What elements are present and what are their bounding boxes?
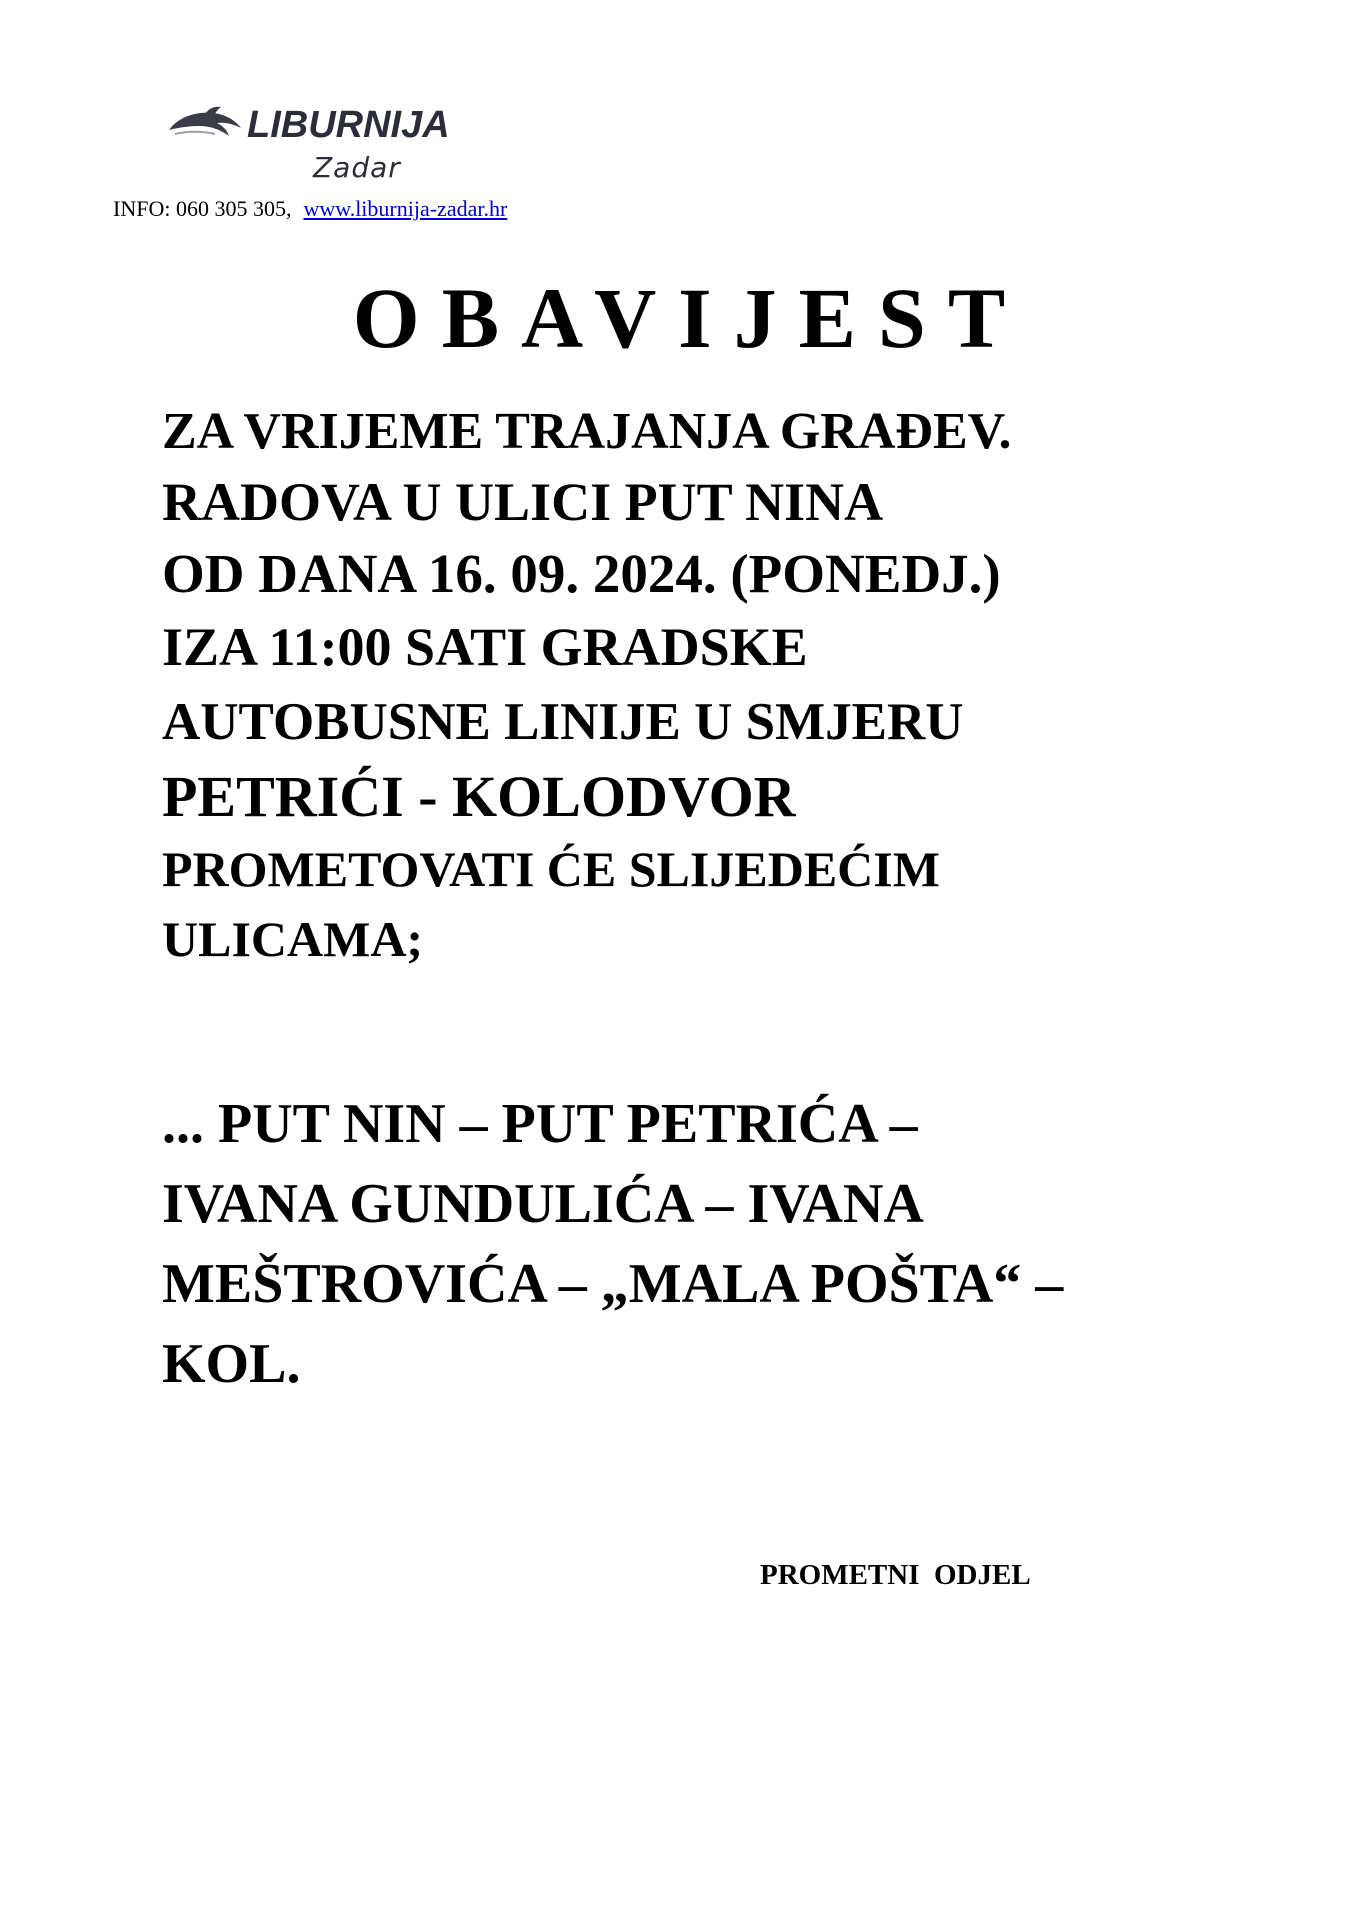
route-line: KOL.	[162, 1333, 301, 1395]
notice-line: RADOVA U ULICI PUT NINA	[162, 472, 884, 532]
notice-line: PETRIĆI - KOLODVOR	[162, 764, 796, 829]
contact-info	[113, 196, 507, 222]
info-phone: INFO: 060 305 305,	[113, 196, 292, 221]
website-link[interactable]: www.liburnija-zadar.hr	[303, 196, 508, 221]
route-line: ... PUT NIN – PUT PETRIĆA –	[162, 1093, 918, 1155]
notice-line: ULICAMA;	[162, 911, 424, 967]
logo-city: Zadar	[313, 151, 401, 184]
notice-line: AUTOBUSNE LINIJE U SMJERU	[162, 693, 964, 751]
route-line: IVANA GUNDULIĆA – IVANA	[162, 1173, 924, 1235]
notice-line: OD DANA 16. 09. 2024. (PONEDJ.)	[162, 543, 1001, 604]
notice-line: PROMETOVATI ĆE SLIJEDEĆIM	[162, 841, 940, 897]
signature-department: PROMETNI ODJEL	[760, 1559, 1031, 1591]
notice-line: IZA 11:00 SATI GRADSKE	[162, 617, 808, 677]
notice-body	[162, 398, 1262, 974]
logo-name: LIBURNIJA	[247, 104, 450, 146]
dolphin-logo-icon	[165, 104, 245, 144]
notice-title: OBAVIJEST	[352, 270, 1028, 366]
notice-line: ZA VRIJEME TRAJANJA GRAĐEV.	[162, 403, 1012, 460]
route-description	[162, 1084, 1312, 1404]
route-line: MEŠTROVIĆA – „MALA POŠTA“ –	[162, 1253, 1064, 1315]
liburnija-logo	[165, 100, 465, 190]
